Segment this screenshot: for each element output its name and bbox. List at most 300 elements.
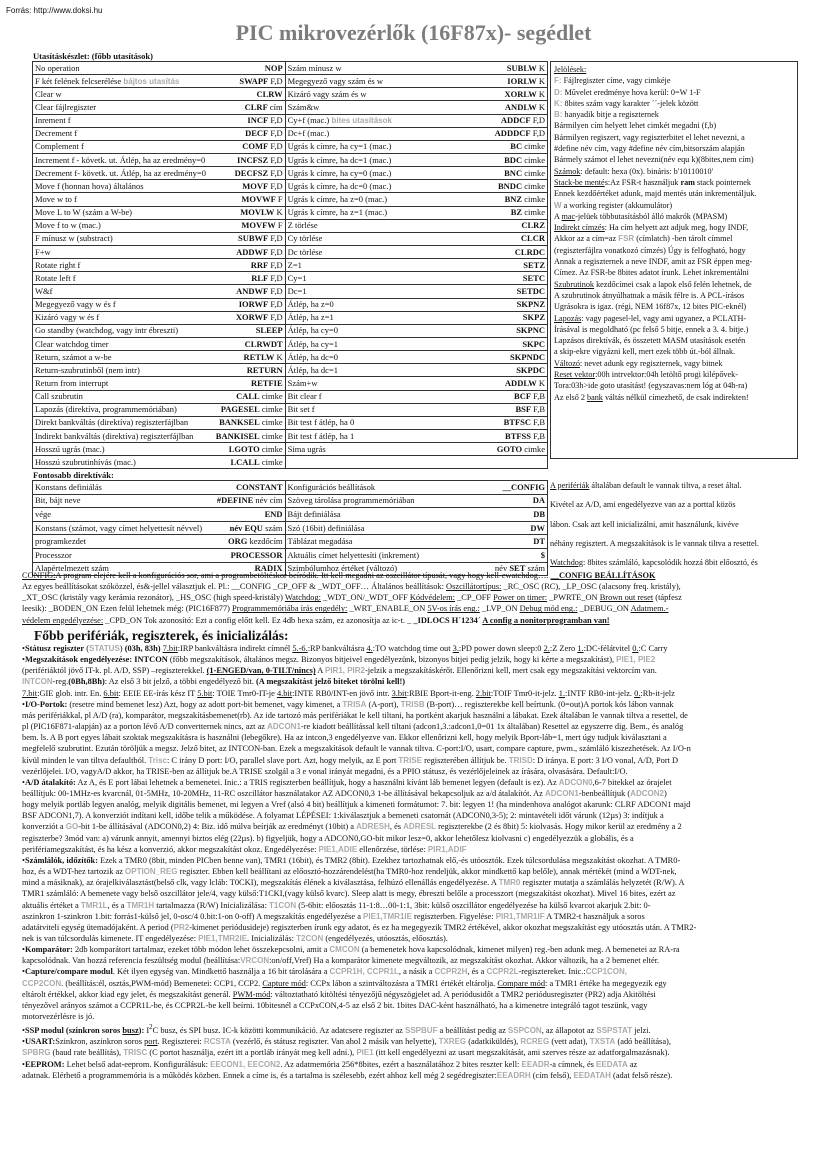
notation-line: A mac-jelüek többutasításból álló makrók (MPASM) [554,211,728,221]
table-cell [33,429,286,442]
cell-description: Ugrás k címre, ha z=1 (mac.) [287,207,388,218]
table-cell [33,456,286,469]
cell-description: Lapozás (direktíva, programmemóriában) [35,404,177,415]
note-line: néhány regisztert. A megszakítások is le vannak tiltva a resettel. [550,538,759,548]
table-cell [33,548,286,562]
cell-description: Dc=1 [287,285,307,296]
cell-mnemonic: MOVF F,D [242,180,283,191]
table-cell [33,535,286,549]
body-paragraph: •I/O-Portok: (resetre mind bemenet lesz) Azt, hogy az adott port-bit bemenet, vagy kimenet, a TRISA (A-port), TRISB (B-port)… regiszterekbe kell beírtunk. (0=out)A portok kós lábon vannak [22,699,674,709]
cell-description: Clear watchdog timer [35,338,109,349]
cell-gray-label: bites utasítások [329,116,392,126]
table-row [33,377,548,390]
notation-line: Lapozás: vagy pagesel-lel, vagy ami ugyanez, a PCLATH- [554,313,747,323]
cell-mnemonic: CALL cimke [236,391,283,402]
table-cell [33,153,286,166]
cell-description: Z törlése [287,220,318,231]
table-row [33,416,548,429]
table-cell [285,75,547,88]
table-row [33,548,548,562]
table-cell [285,481,547,495]
cell-mnemonic: SKPDC [516,364,545,375]
cell-description: Megegyező vagy szám és w [287,75,383,86]
body-paragraph: •Státusz regiszter (STATUS) (03h, 83h) 7.bit:IRP bankváltásra indirekt címnél 5.-6.:RP bankváltásra 4.:TO watchdog time out 3.:PD power down sleep:0 2.:Z Zero 1.:DC-félátvitel 0.:C Carry [22,643,668,653]
directives-header: Fontosabb direktívák: [33,470,114,480]
table-cell [285,206,547,219]
cell-description: Return-szubrutinből (nem intr) [35,364,140,375]
cell-mnemonic: BTFSS F,B [505,430,545,441]
cell-description: Bit test f átlép, ha 1 [287,430,355,441]
cell-mnemonic: SLEEP [255,325,283,336]
table-row [33,351,548,364]
cell-description: Increment f - követk. ut. Átlép, ha az eredmény=0 [35,154,206,165]
table-cell [285,429,547,442]
cell-mnemonic: BZ cimke [510,207,545,218]
cell-description: Átlép, ha z=1 [287,312,334,323]
table-cell [33,351,286,364]
body-paragraph: •Számlálók, időzítők: Ezek a TMR0 (8bit, minden PICben benne van), TMR1 (16bit), és TMR2 (8bit). Ezekhez tartozhatnak elő,-és utóosztók. Ezek túlcsordulása megszakítást okozhat. A TMR0- [22,855,681,865]
cell-mnemonic: INCFSZ F,D [237,154,283,165]
table-cell [285,390,547,403]
cell-mnemonic: RRF F,D [250,259,283,270]
cell-mnemonic: ADDWF F,D [236,246,283,257]
body-paragraph: pl (PIC16F871-alapján) az a porton lévő A/D convertternek nincs, azt az ADCON1-re kiadott beállítással kell tiltani (adcon1,3.:adcon1,0=01 1x általában) Resettel az egyszerre dig. Bem., és analóg [22,722,684,732]
cell-mnemonic: BTFSC F,B [503,417,545,428]
notation-line: Lapzásos direktívák, és összetett MASM utasítások esetén [554,336,746,346]
cell-description: Decrement f [35,128,78,139]
table-row [33,75,548,88]
cell-mnemonic: COMF F,D [242,141,283,152]
cell-mnemonic: PAGESEL cimke [220,404,283,415]
cell-mnemonic: SUBLW K [506,62,545,73]
table-cell [33,521,286,535]
body-paragraph: CCP2CON. (beállítás:él, osztás,PWM-mód) Bemenetei: CCP1, CCP2. Capture mód: CCPx lábon a szintváltozásra a TMR1 értékét eltárolja. Compare mód: a TMR1 értéke ha megegyezik egy [22,978,667,988]
notation-line: Ennek kezdőértéket adunk, majd mentés után inkrementáljuk. [554,189,757,199]
cell-mnemonic: MOVWF F [241,193,283,204]
table-cell [285,351,547,364]
cell-description: Bit test f átlép, ha 0 [287,417,355,428]
body-paragraph: beállítjuk: 00-1MHz-es kvarcnál, 01-5MHz, 10-20MHz, 11-RC oszcillátor használatakor AZ ADCON0,3 1-be állításával bekapcsoljuk az a/d átalakítót. Az ADCON1-benbeállítjuk (ADCON2) [22,788,667,798]
body-paragraph: Az egyes beállításokat szóközzel, és&-jellel választjuk el. Pl.: __CONFIG _CP_OFF & _WDT_OFF… Általános beállítások: Oszcillátortípus: _RC_OSC (RC), _LP_OSC (alacsony freq. kristály), [22,582,681,592]
cell-mnemonic: CLRWDT [244,338,283,349]
cell-mnemonic: BC cimke [510,141,545,152]
cell-description: Ugrás k címre, ha cy=0 (mac.) [287,167,392,178]
cell-description: Dc törlése [287,246,323,257]
table-cell [33,285,286,298]
table-cell [33,298,286,311]
table-cell [33,101,286,114]
source-line: Forrás: http://www.doksi.hu [6,6,103,15]
note-line: A perifériák általában default le vannak tiltva, a reset által. [550,481,742,491]
table-cell [33,114,286,127]
cell-description: Direkt bankváltás (direktíva) regiszterfájlban [35,417,189,428]
notation-line: Annak a regiszternek a neve INDF, amit az FSR éppen meg- [554,257,753,267]
table-cell [33,337,286,350]
body-paragraph: eltárolt értékkel, akkor kiad egy jelet, és megszakítást generál. PWM-mód: változtatható kitöltési tényezőjű négyszögjelet ad. A periódusidőt a TMR2 periódusregiszter (PR2) adja Akitöltési [22,989,656,999]
table-cell [285,311,547,324]
cell-mnemonic: RETFIE [250,377,283,388]
cell-mnemonic: név SET szám [494,563,545,574]
table-cell [285,521,547,535]
body-paragraph: leesik): _BODEN_ON Ezen felül lehetnek még: (PIC16F877) Programmemóriába írás engedély: _WRT_ENABLE_ON 5V-os írás eng.: _LVP_ON Debug mód eng.: _DEBUG_ON Adatmem.- [22,604,669,614]
body-paragraph: BSF ADCON1,7). A konverziót indítani kell, időbe telik a működése. A folyamat LÉPÉSEI: 1:kiválasztjuk a bemeneti csatornát (ADCON0,3-5); 2: mintavételi időt várunk (12µs) 3: indítjuk a [22,811,664,821]
cell-description: Átlép, ha z=0 [287,299,334,310]
cell-description: Szöveg tárolása programmemóriában [287,495,415,506]
body-paragraph: •EEPROM: Lehet belső adat-eeprom. Konfigurálásuk: EECON1, EECON2. Az adatmemória 256*8bites, ezért a használatához 2 bites reszter kell: EEADR-a címnek, és EEDATA az [22,1059,638,1069]
cell-description: Alapértelmezett szám [35,563,109,574]
body-paragraph: megfelelő szubrutint. Ezután töröljük a megsz. Jelző bitet, az INTCON-ban. Ezek a megszakítások default le vannak tiltva. C-port:I/O, usart, compare capture, pwm., számláló kiszezhetések. Az I/O-n [22,744,691,754]
table-row [33,88,548,101]
table-row [33,285,548,298]
cell-description: Return, számot a w-be [35,351,112,362]
cell-mnemonic: ORG kezdőcím [228,536,283,547]
notation-line: B: hanyadik bitje a regiszternek [554,110,659,120]
cell-mnemonic: PROCESSOR [230,549,283,560]
cell-description: Return from interrupt [35,377,109,388]
table-row [33,390,548,403]
cell-mnemonic: DB [533,508,545,519]
table-cell [285,403,547,416]
notation-line: Reset vektor:00h intrvektor:04h letöltő progi kilépővek- [554,370,738,380]
cell-mnemonic: END [264,508,283,519]
table-cell [33,193,286,206]
notation-line: Stack-be mentés:Az FSR-t használjuk ram stack pointernek [554,177,751,187]
table-row [33,114,548,127]
cell-mnemonic: BNZ cimke [504,193,545,204]
notation-line: Szubrutinok kezdőcímei csak a lapok első felén lehetnek, de [554,279,752,289]
cell-description: Szám mínusz w [287,62,342,73]
table-cell [33,88,286,101]
cell-description: Cy+f (mac.) bites utasítások [287,115,392,126]
body-paragraph: más perifériákkal, pl A/D (ra), komparátor, megszakításbemenet(rb). Az ide tartozó más perifériákat le kell tiltani, ha portként akarjuk használni a lábakat. Ezek általában le vannak tiltva a resettel, de [22,710,688,720]
cell-description: Dc+f (mac.) [287,128,330,139]
body-paragraph: •Komparátor: 2db komparátort tartalmaz, ezeket több módon lehet összekepcsolni, amit a CMCON (a bemenetek hova kapcsolódnak, kimenet milyen) reg.-ben adunk meg. A bemenetei az RA-ra [22,945,680,955]
table-row [33,456,548,469]
table-row [33,140,548,153]
cell-mnemonic: SKPNDC [510,351,545,362]
cell-description: Kizáró vagy szám és w [287,88,367,99]
table-cell [285,153,547,166]
table-cell [285,140,547,153]
cell-description: Bájt definiálása [287,508,341,519]
notation-line: Írásával is megoldható (pc felső 5 bitje, ennek a 3. 4. bitje.) [554,324,749,334]
table-cell [33,508,286,522]
table-row [33,443,548,456]
cell-description: Bit, bájt neve [35,495,81,506]
body-paragraph: CONFIG:A program elejére kell a konfigurációs sor, ami a programbetöltéskor beíródik. Itt kell megadni az oszcillátor típusát, vagy hogy kell-ewatchdog…. __CONFIG BEÁLLÍTÁSOK [22,571,656,580]
note-line: Kivétel az A/D, ami engedélyezve van az a porttal közös [550,500,736,510]
cell-mnemonic: CLRDC [514,246,545,257]
table-cell [33,167,286,180]
cell-mnemonic: BANKSEL cimke [219,417,283,428]
cell-description: Kizáró vagy w és f [35,312,100,323]
table-cell [285,298,547,311]
cell-description: Aktuális címet helyettesíti (inkrement) [287,549,420,560]
body-paragraph: TMR1 számláló: A bemenete vagy belső oszcillátor jele/4, vagy külső:T1CKI,(vagy külső kvarc). Sleep alatt is megy, ébreszti belőle a processzort (megszakítást okozhat). Mivel 16 bites, ezért az [22,889,676,899]
cell-description: Ugrás k címre, ha dc=0 (mac.) [287,180,392,191]
cell-mnemonic: BANKISEL cimke [215,430,283,441]
body-paragraph: •Capture/compare modul. Két ilyen egység van. Mindkettő használja a 16 bit tárolására a CCPR1H, CCPR1L, a násik a CCPR2H, és a CCPR2L-regisztereket. Inic.:CCP1CON, [22,967,628,977]
cell-mnemonic: DT [533,536,545,547]
table-row [33,101,548,114]
body-paragraph: kívül minden le van tiltva defaultból. Trisc: C irány D port: I/O, parallel slave port. Azt, hogy melyik, az E port TRISE regiszterében állítjuk be. TRISD: D iránya. E port: 3 I/O vonal, A/D, Port D [22,755,679,765]
body-paragraph: mind a másiknak), az órajelkiválasztást(belső clk, vagy lcláb: T0CKI), megszakítás élének a kiválasztása, felhúzó ellenállás engedélyezése. A TMR0 regiszter mutatja a számlálás helyzetét (R/W). A [22,878,685,888]
cell-description: Ugrás k címre, ha cy=1 (mac.) [287,141,392,152]
table-cell [33,324,286,337]
notation-line: Bármely számot el lehet nevezni(név equ k)(8bites,nem cím) [554,155,754,165]
cell-description: Bit clear f [287,391,322,402]
table-cell [33,75,286,88]
table-row [33,180,548,193]
cell-description: Decrement f- követk. ut. Átlép, ha az eredmény=0 [35,167,206,178]
body-text [22,570,805,1081]
cell-description: Táblázat megadása [287,536,353,547]
cell-mnemonic: DECF F,D [245,128,283,139]
table-cell [285,548,547,562]
body-paragraph: adatátviteli egység ütemadójaként. A period (PR2-kimenet periódusideje) regiszterben írunk egy adatot, és ez ha megegyezik TMR2 értékével, akkor okozhat megszakítást egy utóosztás után. A TMR2- [22,922,697,932]
cell-description: Move w to f [35,193,77,204]
notation-line: Bármilyen cím helyett lehet cimkét megadni (f,b) [554,121,717,131]
table-cell [33,259,286,272]
cell-mnemonic: DA [532,495,545,506]
body-paragraph: 7.bit:GIE glob. intr. En. 6.bit: EEIE EE-írás kész IT 5.bit: TOIE Tmr0-IT-je 4.bit:INTE RB0/INT-en jövő intr. 3.bit:RBIE Bport-it-eng. 2.bit:TOIF Tmr0-it-jelz. 1.:INTF RB0-int-jelz. 0.:Rb-it-jelz [22,688,675,698]
body-paragraph: motorvezérlésre is jó. [22,1012,95,1022]
table-cell [33,443,286,456]
table-cell [285,245,547,258]
table-row [33,245,548,258]
body-paragraph: nek is van túlcsordulás kimenete. IT engedélyezése: PIE1,TMR2IE. Inicializálás: T2CON (engedélyezés, utóosztás, előosztás). [22,934,448,943]
body-paragraph: •SSP modul (szinkron soros busz): $I^2C$ busz, és SPI busz. IC-k közötti kommunikáció. Az adatcsere regiszter az SSPBUF a beállítást pedig az SSPCON, az állapotot az SSPSTAT jelzi. [22,1023,651,1036]
body-paragraph: aktuális értéket a TMR1L, és a TMR1H tartalmazza (R/W) Inicializálása: T1CON (5-6bit: előosztás 11-1:8…00-1:1, 3bit: külső oszcillátor engedélyezése ha külső kvarcot akarjuk 2.bit: 0- [22,900,651,910]
cell-mnemonic: XORWF F,D [235,312,283,323]
cell-description: Átlép, ha cy=0 [287,325,338,336]
cell-mnemonic: XORLW K [504,88,545,99]
table-row [33,232,548,245]
cell-description: Hosszú ugrás (mac.) [35,443,105,454]
cell-description: Konstans (számot, vagy címet helyettesít névvel) [35,522,203,533]
cell-mnemonic: RADIX [254,563,283,574]
cell-mnemonic: ADDDCF F,D [494,128,545,139]
cell-description: vége [35,508,52,519]
table-cell [285,324,547,337]
cell-description: Clear w [35,88,62,99]
cell-mnemonic: CLRW [256,88,283,99]
cell-description: Szám+w [287,377,318,388]
cell-mnemonic: $ [540,549,545,560]
cell-description: Átlép, ha dc=1 [287,364,338,375]
cell-description: Ugrás k címre, ha dc=1 (mac.) [287,154,392,165]
cell-description: Z=1 [287,259,302,270]
table-row [33,311,548,324]
instruction-table [32,61,548,469]
table-cell [33,272,286,285]
cell-description: F+w [35,246,51,257]
table-row [33,429,548,442]
cell-mnemonic: SKPNC [516,325,545,336]
table-cell [285,364,547,377]
body-paragraph: bem. ls. A B port egyes lábait szoktak megszakításra is használni (lebegőkre). Ha az intcon,3 engedélyezve van. Ekkor ellenőrizni kell, hogy melyik Bport-láb=1, mert úgy tudjuk kiválasztani a [22,733,667,743]
cell-mnemonic: GOTO cimke [496,443,545,454]
table-cell [33,311,286,324]
table-cell [285,167,547,180]
table-cell [285,456,547,469]
cell-mnemonic: SUBWF F,D [237,233,283,244]
table-cell [33,364,286,377]
body-paragraph: perifériamegszakítást, és ha kész a konverzió, akkor megszakítást okoz. Engedélyezése: PIE1,ADIE ellenőrzése, törlése: PIR1,ADIF [22,844,467,854]
table-row [33,324,548,337]
notation-line: Tora:03h>ide goto utasítást! (egyszavas:nem lóg at 04h-ra) [554,381,748,391]
table-row [33,62,548,75]
table-row [33,259,548,272]
cell-mnemonic: BCF F,B [514,391,545,402]
cell-mnemonic: NOP [264,62,283,73]
note-line: lábon. Csak azt kell inicializálni, amit használunk, kivéve [550,519,739,529]
notation-line: W a working register (akkumulátor) [554,200,673,210]
table-cell [285,62,547,75]
table-cell [285,337,547,350]
body-paragraph: hogy melyik portláb legyen analóg, melyik digitális bemenet, mi legyen a Vref (alsó 4 bit) beállítjuk a kimeneti formátumot: 7. bit: legyen 1! (ha mindenhova analógot akarunk: CLRF ADCON1 majd [22,800,691,810]
cell-description: Rotate left f [35,272,76,283]
cell-description: Konstans definiálás [35,481,102,492]
table-cell [285,219,547,232]
table-cell [285,508,547,522]
table-row [33,481,548,495]
notation-line: Akkor az a cím=az FSR (címlatch) -ben tárolt címmel [554,234,733,244]
cell-description: Indirekt bankváltás (direktíva) regiszterfájlban [35,430,194,441]
cell-description: Rotate right f [35,259,81,270]
table-row [33,521,548,535]
cell-description: F két felének felcserélése bájtos utasítás [35,75,180,86]
body-paragraph: •Megszakítások engedélyezése: INTCON (főbb megszakítások, általános megsz. Bizonyos bitjeivel engedélyezünk, bizonyos bitjei pedig jelzik, hogy ki kérte a megszakítást), PIE1, PIE2 [22,655,656,665]
cell-description: Go standby (watchdog, vagy intr ébreszti) [35,325,179,336]
table-cell [33,219,286,232]
table-cell [33,140,286,153]
notation-line: Bármilyen regiszert, vagy regiszterbitet el lehet nevezni, a [554,132,745,142]
cell-description: F mínusz w (substract) [35,233,113,244]
table-row [33,167,548,180]
cell-mnemonic: BNDC cimke [498,180,545,191]
notation-line: Címez. Az FSR-be 8bites adatot írunk. Lehet inkrementálni [554,268,749,278]
cell-mnemonic: SKPZ [522,312,545,323]
notation-line: #define név cím, vagy #define név cím,bitsorszám alapján [554,144,745,154]
cell-description: Cy=1 [287,272,307,283]
table-cell [285,88,547,101]
cell-mnemonic: __CONFIG [502,481,545,492]
body-paragraph: INTCON-reg.(0Bh,8Bh): Az első 3 bit jelző, a többi engedélyező bit. (A megszakítást jelző biteket törölni kell!) [22,677,406,687]
body-paragraph: _XT_OSC (kristály vagy kerámia rezonátor), _HS_OSC (high speed-kristály) Watchdog: _WDT_ON/_WDT_OFF Kódvédelem: _CP_OFF Power on timer: _PWRTE_ON Brown out reset (tápfesz [22,593,682,603]
table-cell [285,114,547,127]
cell-mnemonic: BNC cimke [504,167,545,178]
table-cell [33,206,286,219]
body-paragraph: hoz, és a WDT-hez tartozik az OPTION_REG regiszter. Ebben kell beállítani az előosztó-hozzárendelést(ha TMR0-hoz rendeljük, akkor mindkettő kap belőle), annak mértékét (mind a WDT-nek, [22,867,677,877]
cell-mnemonic: SKPC [522,338,545,349]
table-cell [285,101,547,114]
table-cell [33,481,286,495]
table-cell [33,62,286,75]
cell-mnemonic: #DEFINE név cím [216,495,283,506]
table-row [33,535,548,549]
cell-description: Call szubrutin [35,391,83,402]
table-row [33,153,548,166]
cell-description: Ugrás k címre, ha z=0 (mac.) [287,193,388,204]
body-paragraph: adatnak. Elérhető a programmemória is a működés közben. Ennek a címe is, és a tartalma is szélesebb, ezért ahhoz kell még 2 segédregiszter:EEADRH (cím felső), EEDATAH (adat felső része). [22,1070,673,1080]
body-paragraph: SPBRG (baud rate beállítás), TRISC (C portot használja, ezért itt a portláb irányát meg kell adni.), PIE1 (itt kell engedélyezni az usart megszakítását, ami szerves része az adatforgalmazásnak). [22,1048,670,1058]
cell-description: Szám&w [287,101,320,112]
cell-mnemonic: DECFSZ F,D [234,167,283,178]
table-cell [285,535,547,549]
body-paragraph: regiszterbe? 3mód van: a) várunk annyit, amennyi biztos elég (22µs). b) figyeljük, hogy a ADCON0,GO-bit mikor lesz=0, akkor lehetőlesz kiolvasni c) engedélyezzük a globális, és a [22,833,634,843]
cell-mnemonic: SETC [522,272,545,283]
body-paragraph: kapcsolódnak. Van hozzá referencia feszültség modul (beállítása:VRCON:on/off,Vref) Ha a komparátor kimenete megváltozik, az megszakítást okozhat. Akkor változik, ha a 2 bemenet eltér. [22,956,660,966]
cell-description: Inrement f [35,115,71,126]
page-title: PIC mikrovezérlők (16F87x)- segédlet [235,20,592,45]
cell-description: Clear fájlregiszter [35,101,97,112]
cell-description: Átlép, ha dc=0 [287,351,338,362]
cell-mnemonic: CLRZ [521,220,545,231]
table-cell [285,443,547,456]
cell-description: Hosszú szubrutinhívás (mac.) [35,456,136,467]
notation-line: Számok: default: hexa (0x). bináris: b'10110010' [554,166,714,176]
cell-mnemonic: ANDWF F,D [236,285,283,296]
cell-description: Cy törlése [287,233,323,244]
table-cell [285,377,547,390]
cell-mnemonic: MOVFW F [241,220,283,231]
cell-description: Move f (honnan hova) általános [35,180,144,191]
cell-description: Sima ugrás [287,443,326,454]
cell-mnemonic: SKPNZ [516,299,545,310]
notation-line: A szubrutinok átnyúlhatnak a másik félre is. A PCL-írásos [554,290,745,300]
table-cell [285,285,547,298]
cell-mnemonic: ADDLW K [504,377,545,388]
table-cell [33,377,286,390]
table-row [33,337,548,350]
cell-description: Move f to w (mac.) [35,220,101,231]
table-cell [33,390,286,403]
cell-description: Megegyező vagy w és f [35,299,116,310]
notation-line: K: 8bites szám vagy karakter ´´-jelek között [554,98,699,108]
table-cell [285,272,547,285]
notations-box [550,61,798,459]
table-cell [33,403,286,416]
notation-line: Indirekt címzés: Ha cím helyett azt adjuk meg, hogy INDF, [554,223,749,233]
cell-description: Move L to W (szám a W-be) [35,207,132,218]
cell-mnemonic: MOVLW K [240,207,283,218]
cell-mnemonic: BDC cimke [504,154,545,165]
cell-mnemonic: ANDLW K [504,101,545,112]
cell-description: Bit set f [287,404,315,415]
cell-mnemonic: RETLW K [243,351,283,362]
table-row [33,403,548,416]
notation-line: a skip-ekre vigyázni kell, mert ezek több út.-ból állnak. [554,347,736,357]
cell-mnemonic: IORWF F,D [238,299,283,310]
cell-description: Szimbólumhoz értéket (változó) [287,563,398,574]
table-cell [33,232,286,245]
table-row [33,193,548,206]
table-row [33,127,548,140]
table-cell [33,416,286,429]
table-cell [285,232,547,245]
table-row [33,508,548,522]
notation-line: F: Fájlregiszter címe, vagy cimkéje [554,76,671,86]
cell-description: Complement f [35,141,84,152]
cell-gray-label: bájtos utasítás [121,76,180,86]
table-cell [285,193,547,206]
table-cell [33,127,286,140]
cell-description: Konfigurációs beállítások [287,481,376,492]
table-row [33,364,548,377]
cell-description: Átlép, ha cy=1 [287,338,338,349]
table-cell [33,180,286,193]
